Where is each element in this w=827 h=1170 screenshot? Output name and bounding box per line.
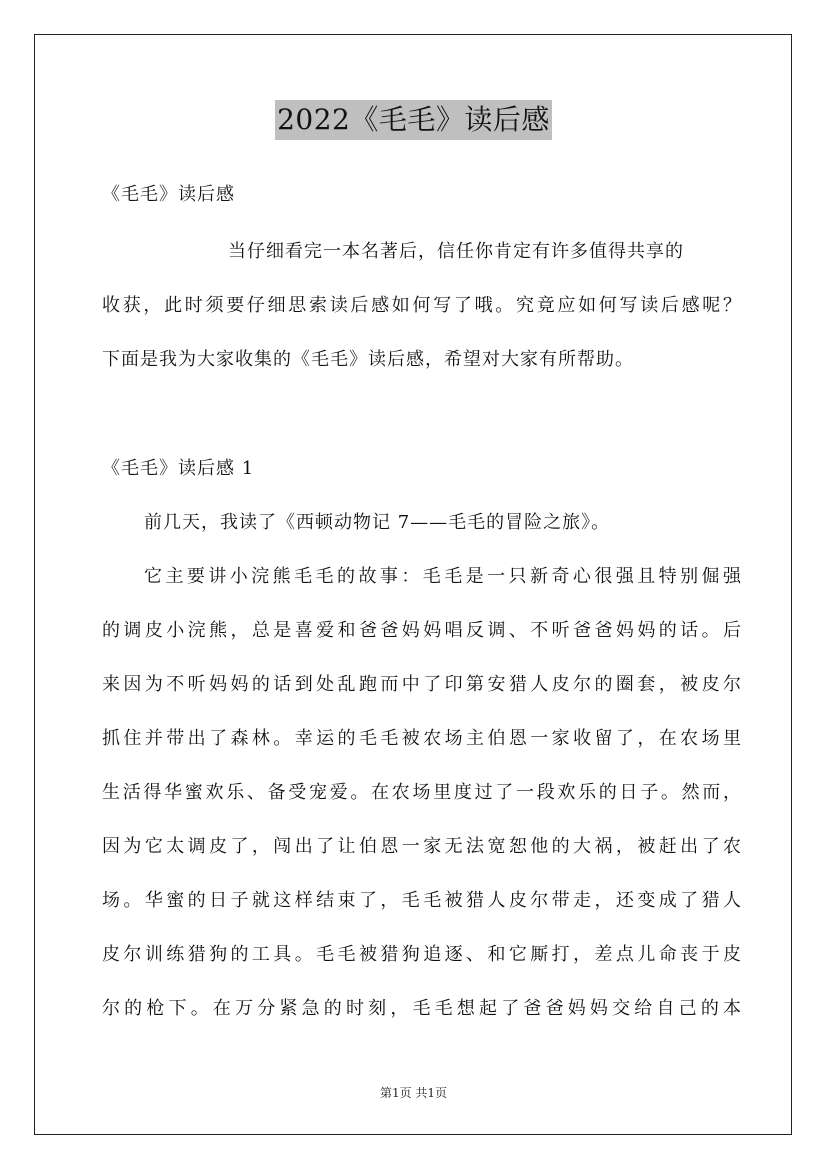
body-line-7: 因为它太调皮了，闯出了让伯恩一家无法宽恕他的大祸，被赶出了农	[102, 836, 742, 857]
intro-line-3: 下面是我为大家收集的《毛毛》读后感，希望对大家有所帮助。	[102, 349, 634, 370]
body-line-2: 它主要讲小浣熊毛毛的故事：毛毛是一只新奇心很强且特别倔强	[144, 566, 742, 587]
subtitle: 《毛毛》读后感	[102, 184, 235, 205]
body-line-10: 尔的枪下。在万分紧急的时刻，毛毛想起了爸爸妈妈交给自己的本	[102, 998, 742, 1019]
page-footer: 第1页 共1页	[379, 1086, 448, 1100]
body-line-4: 来因为不听妈妈的话到处乱跑而中了印第安猎人皮尔的圈套，被皮尔	[102, 674, 742, 695]
title-wrap	[0, 100, 827, 140]
body-line-6: 生活得华蜜欢乐、备受宠爱。在农场里度过了一段欢乐的日子。然而，	[102, 782, 742, 803]
section-heading: 《毛毛》读后感 1	[102, 458, 255, 479]
body-line-5: 抓住并带出了森林。幸运的毛毛被农场主伯恩一家收留了，在农场里	[102, 728, 742, 749]
body-line-1: 前几天，我读了《西顿动物记 7——毛毛的冒险之旅》。	[144, 512, 611, 533]
intro-line-1: 当仔细看完一本名著后，信任你肯定有许多值得共享的	[228, 241, 684, 262]
intro-line-2: 收获，此时须要仔细思索读后感如何写了哦。究竟应如何写读后感呢？	[102, 295, 742, 316]
document-title: 2022《毛毛》读后感	[275, 100, 552, 140]
body-line-8: 场。华蜜的日子就这样结束了，毛毛被猎人皮尔带走，还变成了猎人	[102, 890, 742, 911]
body-line-9: 皮尔训练猎狗的工具。毛毛被猎狗追逐、和它厮打，差点儿命丧于皮	[102, 944, 742, 965]
body-line-3: 的调皮小浣熊，总是喜爱和爸爸妈妈唱反调、不听爸爸妈妈的话。后	[102, 620, 742, 641]
